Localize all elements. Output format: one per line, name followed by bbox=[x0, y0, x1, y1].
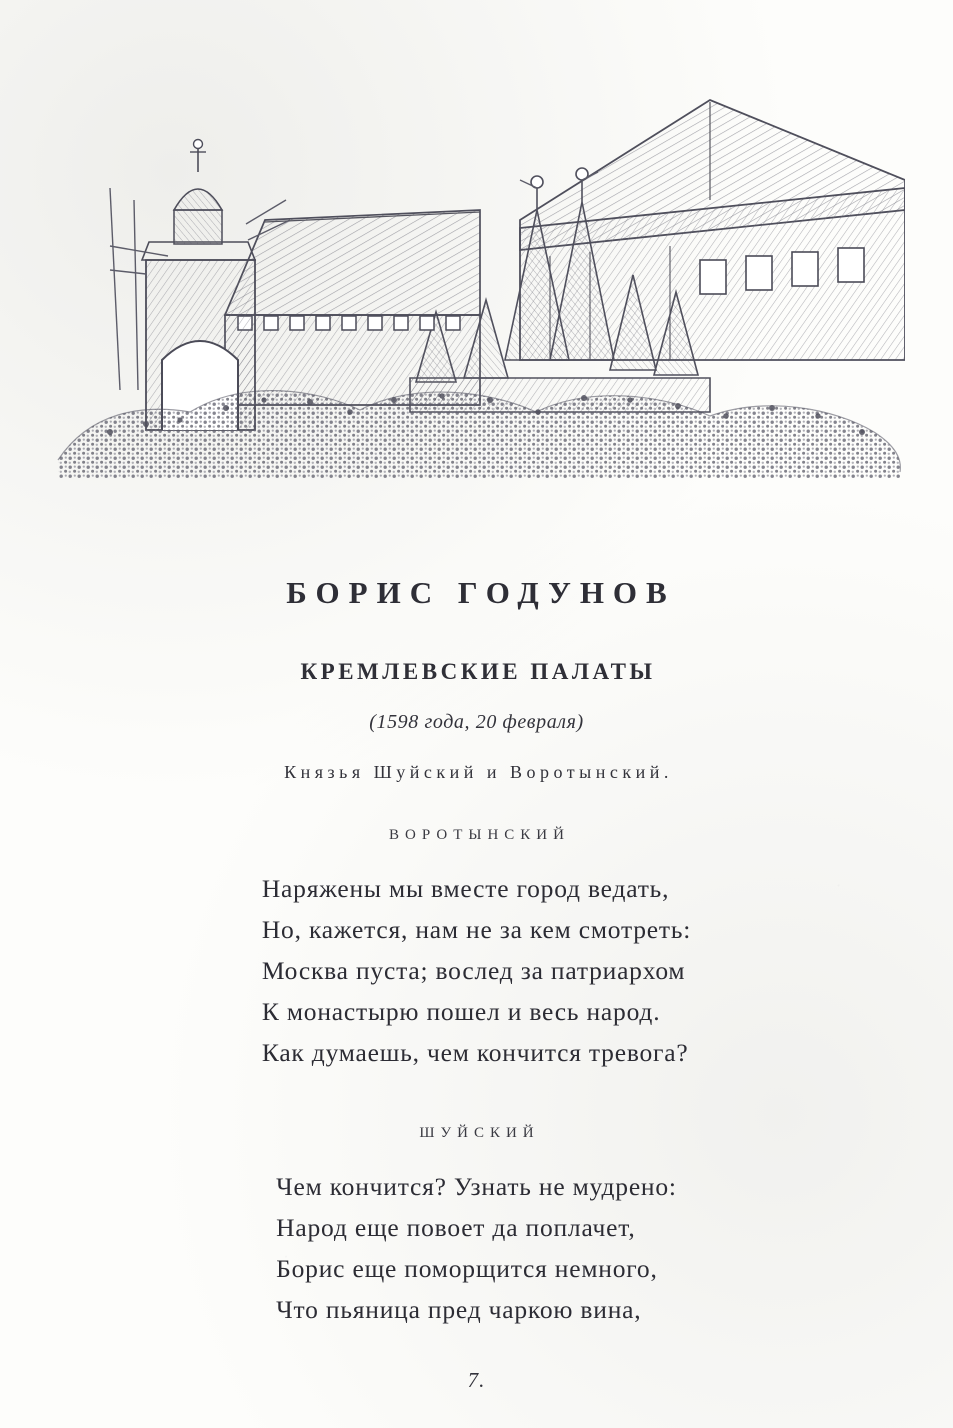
verse-line: К монастырю пошел и весь народ. bbox=[261, 997, 661, 1026]
kremlin-illustration bbox=[50, 60, 905, 480]
speaker-name-2: ШУЙСКИЙ bbox=[419, 1125, 540, 1141]
verse-line: Но, кажется, нам не за кем смотреть: bbox=[261, 915, 692, 944]
verse-line: Как думаешь, чем кончится тревога? bbox=[261, 1038, 689, 1067]
cast-line: Князья Шуйский и Воротынский. bbox=[284, 762, 673, 782]
verse-line: Наряжены мы вместе город ведать, bbox=[261, 874, 670, 903]
verse-line: Чем кончится? Узнать не мудрено: bbox=[276, 1172, 677, 1201]
page-title: БОРИС ГОДУНОВ bbox=[286, 575, 676, 610]
speech-block-1 bbox=[262, 868, 691, 1073]
verse-line: Что пьяница пред чаркою вина, bbox=[276, 1295, 642, 1324]
scene-title: КРЕМЛЕВСКИЕ ПАЛАТЫ bbox=[300, 659, 656, 684]
speech-block-2 bbox=[276, 1166, 677, 1330]
text-block bbox=[0, 575, 953, 1330]
scene-date: (1598 года, 20 февраля) bbox=[369, 711, 584, 733]
verse-line: Борис еще поморщится немного, bbox=[276, 1254, 658, 1283]
speaker-name-1: ВОРОТЫНСКИЙ bbox=[389, 827, 570, 843]
page-number: 7. bbox=[467, 1368, 486, 1392]
verse-line: Народ еще повоет да поплачет, bbox=[276, 1213, 636, 1242]
verse-line: Москва пуста; вослед за патриархом bbox=[261, 956, 686, 985]
